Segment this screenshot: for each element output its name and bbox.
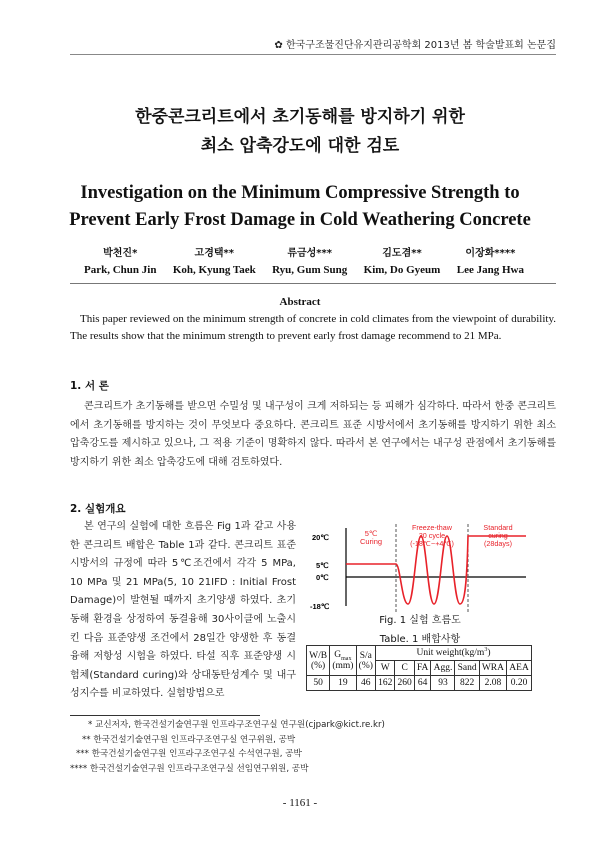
table-header: $G_{max}$ (mm) — [330, 646, 356, 676]
footnote: *** 한국건설기술연구원 인프라구조연구실 수석연구원, 공박 — [76, 749, 302, 759]
stage-label: 5℃ Curing — [359, 529, 383, 546]
y-label: 20℃ — [312, 533, 329, 542]
table-subheader: Sand — [455, 661, 479, 676]
footnote: * 교신저자, 한국건설기술연구원 인프라구조연구실 연구원(cjpark@kict.re.kr) — [88, 720, 385, 730]
author: 김도겸** Kim, Do Gyeum — [363, 248, 441, 276]
section-2-heading: 2. 실험개요 — [70, 503, 126, 515]
author-list — [84, 246, 524, 278]
abstract-heading: Abstract — [279, 296, 321, 308]
table-row: 50 19 46 162 260 64 93 822 2.08 0.20 — [307, 676, 532, 691]
footnote: **** 한국건설기술연구원 인프라구조연구실 선임연구위원, 공박 — [70, 763, 309, 774]
table-subheader: WRA — [479, 661, 506, 676]
section-1-text: 콘크리트가 초기동해를 받으면 수밀성 및 내구성이 크게 저하되는 등 피해가 심각하다. 따라서 한중 콘크리트에서 초기동해를 방지하는 것이 무엇보다 중요하다. 콘크리트 표준 시방서에서 초기동해를 방지하기 위한 최소 압축강도를 제시하고 있으나, 그 적용 기준이 명확하지 않다. 따라서 본 연구에서는 내구성 관점에서 초기동해를 방지하기 위한 최소 압축강도에 대해 검토하였다. — [70, 401, 556, 468]
table-subheader: Agg. — [431, 661, 455, 676]
english-title-line-2: Prevent Early Frost Damage in Cold Weathering Concrete — [69, 210, 531, 230]
mix-proportion-table — [306, 645, 532, 691]
table-header: W/B (%) — [307, 646, 330, 676]
footnote: ** 한국건설기술연구원 인프라구조연구실 연구위원, 공박 — [82, 734, 296, 745]
author: 박천진* Park, Chun Jin — [84, 248, 157, 276]
stage-label: Freeze-thaw 30 cycle (-18℃~+4℃) — [410, 523, 454, 548]
section-1-heading: 1. 서 론 — [70, 380, 109, 392]
figure-caption: Fig. 1 실험 흐름도 — [379, 615, 461, 626]
author: 고경택** Koh, Kyung Taek — [172, 248, 256, 276]
korean-title-line-1: 한중콘크리트에서 초기동해를 방지하기 위한 — [135, 107, 465, 127]
table-subheader: W — [376, 661, 395, 676]
table-header: S/a (%) — [356, 646, 375, 676]
journal-header: ✿ 한국구조물진단유지관리공학회 2013년 봄 학술발표회 논문집 — [274, 40, 556, 51]
korean-title-line-2: 최소 압축강도에 대한 검토 — [200, 136, 400, 156]
stage-label: Standard curing (28days) — [483, 523, 513, 548]
experiment-flow-figure — [308, 520, 532, 620]
author: 류금성*** Ryu, Gum Sung — [272, 248, 348, 276]
y-label: -18℃ — [310, 602, 330, 611]
author: 이장화**** Lee Jang Hwa — [456, 248, 524, 276]
header-rule — [70, 54, 556, 55]
table-caption: Table. 1 배합사항 — [379, 634, 461, 645]
footnotes — [70, 718, 385, 776]
flower-icon: ✿ — [274, 40, 286, 51]
abstract-rule — [70, 283, 556, 284]
page-number: - 1161 - — [282, 797, 318, 809]
y-label: 0℃ — [316, 573, 329, 582]
footnote-rule — [70, 715, 260, 716]
english-title-line-1: Investigation on the Minimum Compressive Strength to — [80, 183, 520, 203]
section-2-text: 본 연구의 실험에 대한 흐름은 Fig 1과 같고 사용한 콘크리트 배합은 Table 1과 같다. 콘크리트 표준시방서의 규정에 따라 5℃조건에서 각각 5 MPa, 10 MPa 및 21 MPa(5, 10 21IFD : Initial Frost Damage)이 발현될 때까지 초기양생 하였다. 초기동해 환경을 상정하여 동결융해 30사이클에 노출시킨 다음 표준양생 조건에서 28일간 양생한 후 동결융해 저항성 시험을 하였다. 타설 직후 표준양생 시험체(Standard curing)와 상대동탄성계수 및 내구성지수를 비교하였다. 실험방법으로 — [70, 521, 296, 700]
y-label: 5℃ — [316, 561, 329, 570]
table-subheader: C — [395, 661, 414, 676]
table-subheader: AEA — [507, 661, 532, 676]
table-subheader: FA — [414, 661, 431, 676]
table-header: Unit $weight(kg/m^3)$ — [376, 646, 532, 661]
abstract-text: This paper reviewed on the minimum strength of concrete in cold climates from the viewpoint of durability. The results show that the minimum strength to prevent early frost damage recommend to 21 MPa. — [70, 313, 556, 342]
